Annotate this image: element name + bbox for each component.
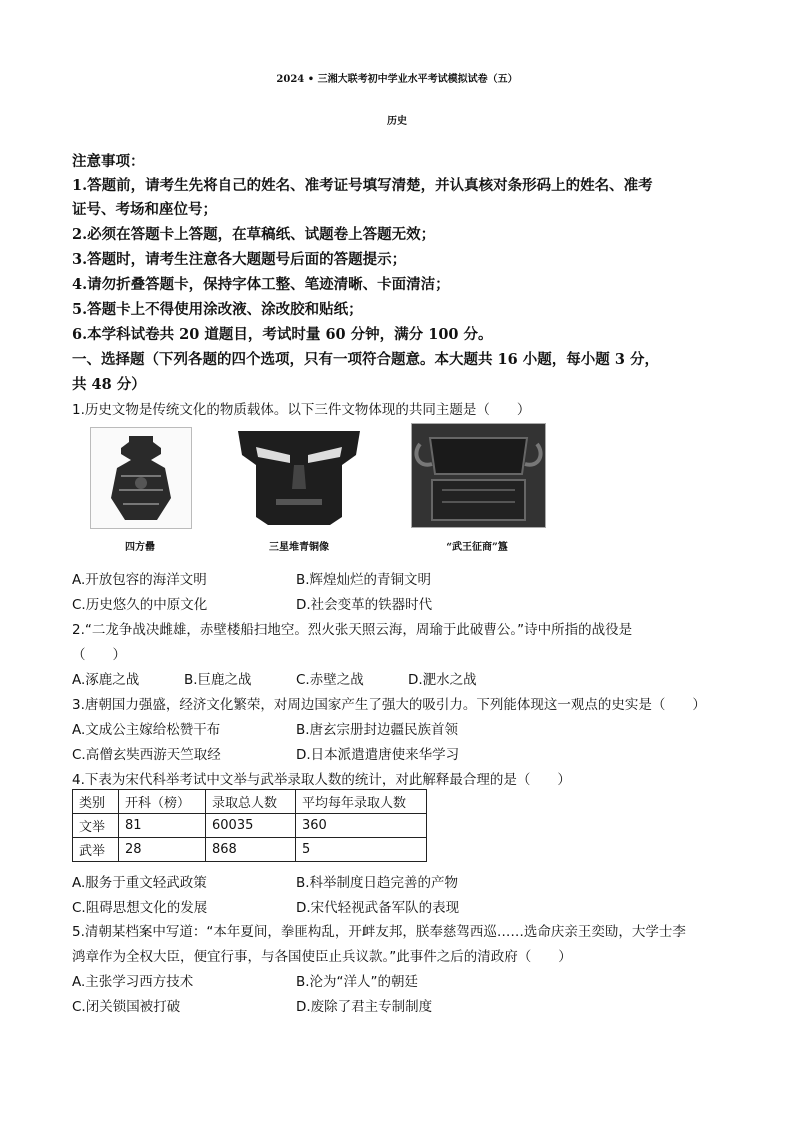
q2-option-c: C.赤壁之战	[296, 672, 364, 688]
q3-option-c: C.高僧玄奘西游天竺取经	[72, 747, 221, 763]
table-header-cell: 开科（榜）	[119, 790, 206, 814]
q2-option-a: A.涿鹿之战	[72, 672, 140, 688]
q1-option-c: C.历史悠久的中原文化	[72, 597, 208, 613]
table-row	[73, 838, 427, 862]
q4-option-d: D.宋代轻视武备军队的表现	[296, 900, 460, 916]
q4-data-table	[72, 789, 427, 862]
notice-item: 6.本学科试卷共 20 道题目，考试时量 60 分钟，满分 100 分。	[72, 326, 493, 343]
q4-option-c: C.阻碍思想文化的发展	[72, 900, 208, 916]
q3-stem: 3.唐朝国力强盛，经济文化繁荣，对周边国家产生了强大的吸引力。下列能体现这一观点的史实是（ ）	[72, 697, 706, 713]
notice-item: 1.答题前，请考生先将自己的姓名、准考证号填写清楚，并认真核对条形码上的姓名、准考	[72, 177, 653, 194]
table-header-row	[73, 790, 427, 814]
notice-item: 3.答题时，请考生注意各大题题号后面的答题提示；	[72, 251, 407, 268]
notice-item: 4.请勿折叠答题卡，保持字体工整、笔迹清晰、卡面清洁；	[72, 276, 450, 293]
artifact-image-sifang-lei	[90, 427, 192, 529]
table-header-cell: 类别	[73, 790, 119, 814]
subject-title: 历史	[387, 116, 407, 127]
table-cell: 文举	[73, 814, 119, 838]
section-heading: 一、选择题（下列各题的四个选项，只有一项符合题意。本大题共 16 小题，每小题 3 分，	[72, 351, 659, 368]
artifact-image-wuwang-gui	[411, 423, 546, 528]
q4-stem: 4.下表为宋代科举考试中文举与武举录取人数的统计，对此解释最合理的是（ ）	[72, 772, 571, 788]
table-cell: 5	[296, 838, 427, 862]
q1-option-d: D.社会变革的铁器时代	[296, 597, 433, 613]
caption-wuwang-gui: “武王征商”簋	[446, 542, 508, 553]
table-header-cell: 平均每年录取人数	[296, 790, 427, 814]
table-header-cell: 录取总人数	[206, 790, 296, 814]
caption-sanxingdui: 三星堆青铜像	[269, 542, 329, 553]
q1-option-b: B.辉煌灿烂的青铜文明	[296, 572, 432, 588]
q2-stem-cont: （ ）	[72, 647, 126, 663]
q5-option-a: A.主张学习西方技术	[72, 974, 194, 990]
q5-option-b: B.沦为“洋人”的朝廷	[296, 974, 419, 990]
notice-item: 5.答题卡上不得使用涂改液、涂改胶和贴纸；	[72, 301, 363, 318]
table-cell: 868	[206, 838, 296, 862]
exam-title: 2024 • 三湘大联考初中学业水平考试模拟试卷（五）	[276, 74, 518, 85]
q2-option-b: B.巨鹿之战	[184, 672, 252, 688]
q5-option-c: C.闭关锁国被打破	[72, 999, 181, 1015]
q1-option-a: A.开放包容的海洋文明	[72, 572, 207, 588]
q4-option-a: A.服务于重文轻武政策	[72, 875, 207, 891]
q1-stem: 1.历史文物是传统文化的物质载体。以下三件文物体现的共同主题是（ ）	[72, 402, 531, 418]
notice-heading: 注意事项：	[72, 153, 145, 170]
notice-item: 证号、考场和座位号；	[72, 201, 217, 218]
q2-stem: 2.“二龙争战决雌雄，赤壁楼船扫地空。烈火张天照云海，周瑜于此破曹公。”诗中所指的战役是	[72, 622, 633, 638]
q5-stem-cont: 鸿章作为全权大臣，便宜行事，与各国使臣止兵议款。”此事件之后的清政府（ ）	[72, 949, 572, 965]
q2-option-d: D.淝水之战	[408, 672, 477, 688]
table-cell: 武举	[73, 838, 119, 862]
q5-stem: 5.清朝某档案中写道：“本年夏间，拳匪构乱，开衅友邦，朕奉慈驾西巡……选命庆亲王奕劻，大学士李	[72, 924, 686, 940]
q4-option-b: B.科举制度日趋完善的产物	[296, 875, 459, 891]
q3-option-d: D.日本派遣遣唐使来华学习	[296, 747, 460, 763]
q3-option-a: A.文成公主嫁给松赞干布	[72, 722, 221, 738]
section-heading-cont: 共 48 分）	[72, 376, 146, 393]
table-cell: 28	[119, 838, 206, 862]
q3-option-b: B.唐玄宗册封边疆民族首领	[296, 722, 459, 738]
notice-item: 2.必须在答题卡上答题，在草稿纸、试题卷上答题无效；	[72, 226, 436, 243]
table-row	[73, 814, 427, 838]
table-cell: 81	[119, 814, 206, 838]
artifact-image-sanxingdui-mask	[234, 425, 364, 530]
caption-sifang-lei: 四方罍	[125, 542, 155, 553]
q5-option-d: D.废除了君主专制制度	[296, 999, 433, 1015]
table-cell: 60035	[206, 814, 296, 838]
table-cell: 360	[296, 814, 427, 838]
